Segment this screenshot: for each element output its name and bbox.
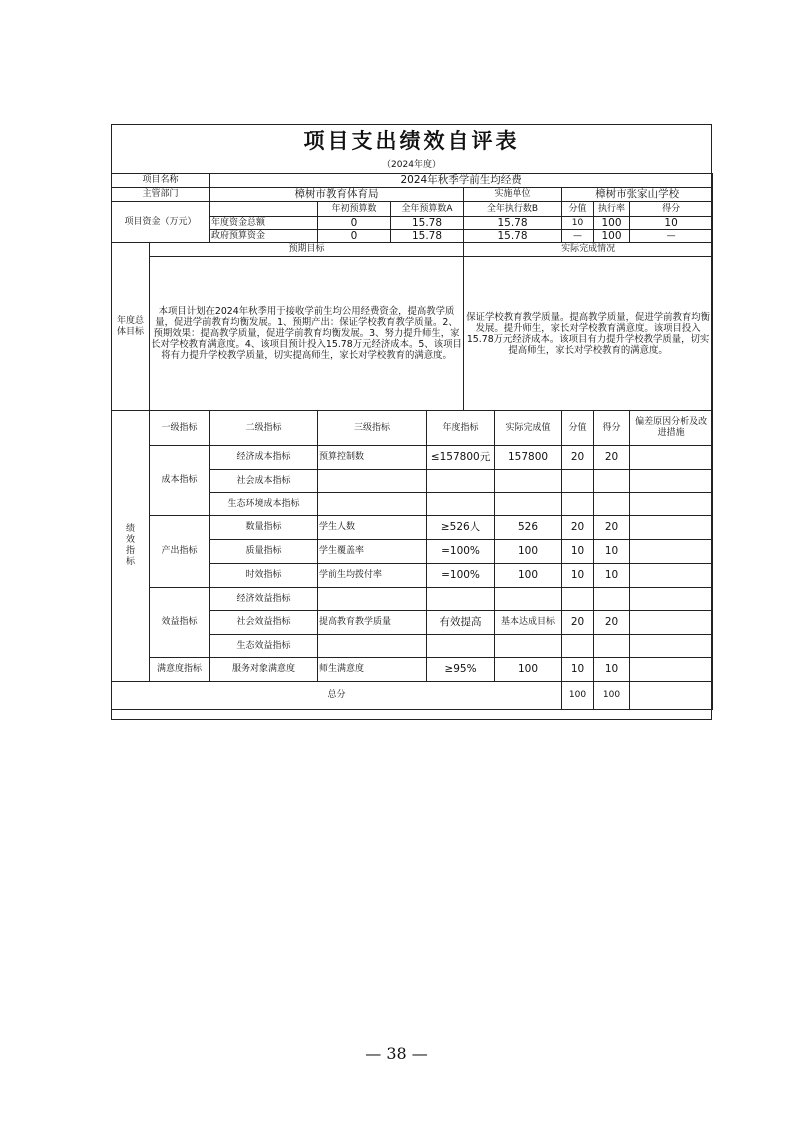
full-exec-header: 全年执行数B xyxy=(464,202,562,217)
project-name-value: 2024年秋季学前生均经费 xyxy=(210,174,713,188)
total-got: 100 xyxy=(594,682,630,710)
perf-indicator-text: 绩效指标 xyxy=(125,524,135,567)
actual-cell: 100 xyxy=(495,658,562,682)
got-cell: 10 xyxy=(594,658,630,682)
got-col-header: 得分 xyxy=(594,411,630,446)
annual-total-label: 年度资金总额 xyxy=(210,217,318,230)
deviation-cell xyxy=(630,540,713,564)
score-cell xyxy=(562,493,594,516)
l3-cell: 学生人数 xyxy=(318,516,427,540)
total-label: 总分 xyxy=(112,682,562,710)
sheet-year: （2024年度） xyxy=(382,160,441,170)
actual-cell xyxy=(495,470,562,493)
total-score: 100 xyxy=(562,682,594,710)
deviation-cell xyxy=(630,470,713,493)
total-deviation xyxy=(630,682,713,710)
l3-cell xyxy=(318,588,427,611)
output-indicator-label: 产出指标 xyxy=(150,516,210,588)
got-cell xyxy=(594,635,630,658)
l2-cell: 生态效益指标 xyxy=(210,635,318,658)
sheet-title: 项目支出绩效自评表 xyxy=(303,128,520,153)
target-cell xyxy=(427,588,495,611)
target-cell: 有效提高 xyxy=(427,611,495,635)
l3-cell: 师生满意度 xyxy=(318,658,427,682)
got-score-header: 得分 xyxy=(630,202,713,217)
fund-label: 项目资金（万元） xyxy=(112,202,210,243)
score-cell: 10 xyxy=(562,658,594,682)
l2-cell: 数量指标 xyxy=(210,516,318,540)
satisfaction-indicator-label: 满意度指标 xyxy=(150,658,210,682)
deviation-header: 偏差原因分析及改进措施 xyxy=(630,411,713,446)
deviation-cell xyxy=(630,564,713,588)
benefit-indicator-label: 效益指标 xyxy=(150,588,210,658)
dept-value: 樟树市教育体育局 xyxy=(210,188,464,202)
l2-cell: 经济效益指标 xyxy=(210,588,318,611)
perf-indicator-label xyxy=(112,411,150,682)
actual-cell: 基本达成目标 xyxy=(495,611,562,635)
l2-cell: 生态环境成本指标 xyxy=(210,493,318,516)
deviation-cell xyxy=(630,446,713,470)
fund-total-init: 0 xyxy=(318,217,391,230)
fund-header-row xyxy=(112,202,713,217)
actual-text: 保证学校教育教学质量。提高教学质量，促进学前教育均衡发展。提升师生，家长对学校教育满意度。该项目投入15.78万元经济成本。该项目有力提升学校教学质量，切实提高师生，家长对学校教育的满意度。 xyxy=(464,257,713,411)
goal-content-row xyxy=(112,257,713,411)
actual-cell xyxy=(495,588,562,611)
page-number: — 38 — xyxy=(365,1044,428,1063)
l2-cell: 服务对象满意度 xyxy=(210,658,318,682)
score-cell: 20 xyxy=(562,611,594,635)
got-cell: 20 xyxy=(594,611,630,635)
got-cell: 20 xyxy=(594,446,630,470)
actual-cell xyxy=(495,493,562,516)
exec-rate-header: 执行率 xyxy=(594,202,630,217)
gov-budget-rate: 100 xyxy=(594,230,630,243)
l3-cell: 学生覆盖率 xyxy=(318,540,427,564)
table-row xyxy=(112,516,713,540)
score-col-header: 分值 xyxy=(562,411,594,446)
level1-header: 一级指标 xyxy=(150,411,210,446)
actual-cell: 100 xyxy=(495,564,562,588)
evaluation-table xyxy=(111,173,713,710)
deviation-cell xyxy=(630,516,713,540)
got-cell xyxy=(594,470,630,493)
fund-total-exec: 15.78 xyxy=(464,217,562,230)
score-cell: 10 xyxy=(562,540,594,564)
fund-total-budget: 15.78 xyxy=(391,217,464,230)
got-cell: 10 xyxy=(594,540,630,564)
full-budget-header: 全年预算数A xyxy=(391,202,464,217)
score-cell: 20 xyxy=(562,516,594,540)
l3-cell: 预算控制数 xyxy=(318,446,427,470)
l3-cell: 学前生均拨付率 xyxy=(318,564,427,588)
dept-label: 主管部门 xyxy=(112,188,210,202)
fund-total-got: 10 xyxy=(630,217,713,230)
deviation-cell xyxy=(630,658,713,682)
target-cell: =100% xyxy=(427,540,495,564)
score-cell: 10 xyxy=(562,564,594,588)
actual-cell xyxy=(495,635,562,658)
actual-value-header: 实际完成值 xyxy=(495,411,562,446)
annual-index-header: 年度指标 xyxy=(427,411,495,446)
target-cell: ≥95% xyxy=(427,658,495,682)
deviation-cell xyxy=(630,493,713,516)
got-cell xyxy=(594,588,630,611)
gov-budget-budget: 15.78 xyxy=(391,230,464,243)
fund-total-score: 10 xyxy=(562,217,594,230)
l2-cell: 质量指标 xyxy=(210,540,318,564)
actual-cell: 157800 xyxy=(495,446,562,470)
indicator-header-row xyxy=(112,411,713,446)
target-cell: ≤157800元 xyxy=(427,446,495,470)
score-cell xyxy=(562,588,594,611)
target-cell: ≥526人 xyxy=(427,516,495,540)
l2-cell: 时效指标 xyxy=(210,564,318,588)
dept-row xyxy=(112,188,713,202)
l3-cell: 提高教育教学质量 xyxy=(318,611,427,635)
level3-header: 三级指标 xyxy=(318,411,427,446)
evaluation-sheet xyxy=(111,124,712,720)
expected-goal-header: 预期目标 xyxy=(150,243,464,257)
table-row xyxy=(112,588,713,611)
impl-unit-value: 樟树市张家山学校 xyxy=(562,188,713,202)
init-budget-header: 年初预算数 xyxy=(318,202,391,217)
got-cell: 20 xyxy=(594,516,630,540)
deviation-cell xyxy=(630,611,713,635)
table-row xyxy=(112,658,713,682)
l3-cell xyxy=(318,493,427,516)
impl-unit-label: 实施单位 xyxy=(464,188,562,202)
gov-budget-exec: 15.78 xyxy=(464,230,562,243)
deviation-cell xyxy=(630,588,713,611)
cost-indicator-label: 成本指标 xyxy=(150,446,210,516)
goal-header-row xyxy=(112,243,713,257)
expected-goal-text: 本项目计划在2024年秋季用于接收学前生均公用经费资金，提高教学质量，促进学前教育均衡发展。1、预期产出：保证学校教育教学质量。2、预期效果：提高教学质量，促进学前教育均衡发展。3、努力提升师生，家长对学校教育满意度。4、该项目预计投入15.78万元经济成本。5、该项目将有力提升学校教学质量，切实提高师生，家长对学校教育的满意度。 xyxy=(150,257,464,411)
l2-cell: 经济成本指标 xyxy=(210,446,318,470)
gov-budget-init: 0 xyxy=(318,230,391,243)
score-cell xyxy=(562,470,594,493)
level2-header: 二级指标 xyxy=(210,411,318,446)
score-cell xyxy=(562,635,594,658)
fund-total-rate: 100 xyxy=(594,217,630,230)
score-cell: 20 xyxy=(562,446,594,470)
l3-cell xyxy=(318,635,427,658)
annual-goal-label: 年度总体目标 xyxy=(112,243,150,411)
deviation-cell xyxy=(630,635,713,658)
l2-cell: 社会效益指标 xyxy=(210,611,318,635)
target-cell xyxy=(427,635,495,658)
target-cell xyxy=(427,493,495,516)
actual-cell: 526 xyxy=(495,516,562,540)
target-cell xyxy=(427,470,495,493)
gov-budget-score: — xyxy=(562,230,594,243)
project-name-label: 项目名称 xyxy=(112,174,210,188)
got-cell xyxy=(594,493,630,516)
score-header: 分值 xyxy=(562,202,594,217)
gov-budget-got: — xyxy=(630,230,713,243)
table-row xyxy=(112,446,713,470)
l2-cell: 社会成本指标 xyxy=(210,470,318,493)
actual-cell: 100 xyxy=(495,540,562,564)
total-row xyxy=(112,682,713,710)
target-cell: =100% xyxy=(427,564,495,588)
gov-budget-label: 政府预算资金 xyxy=(210,230,318,243)
got-cell: 10 xyxy=(594,564,630,588)
project-name-row xyxy=(112,174,713,188)
actual-header: 实际完成情况 xyxy=(464,243,713,257)
l3-cell xyxy=(318,470,427,493)
